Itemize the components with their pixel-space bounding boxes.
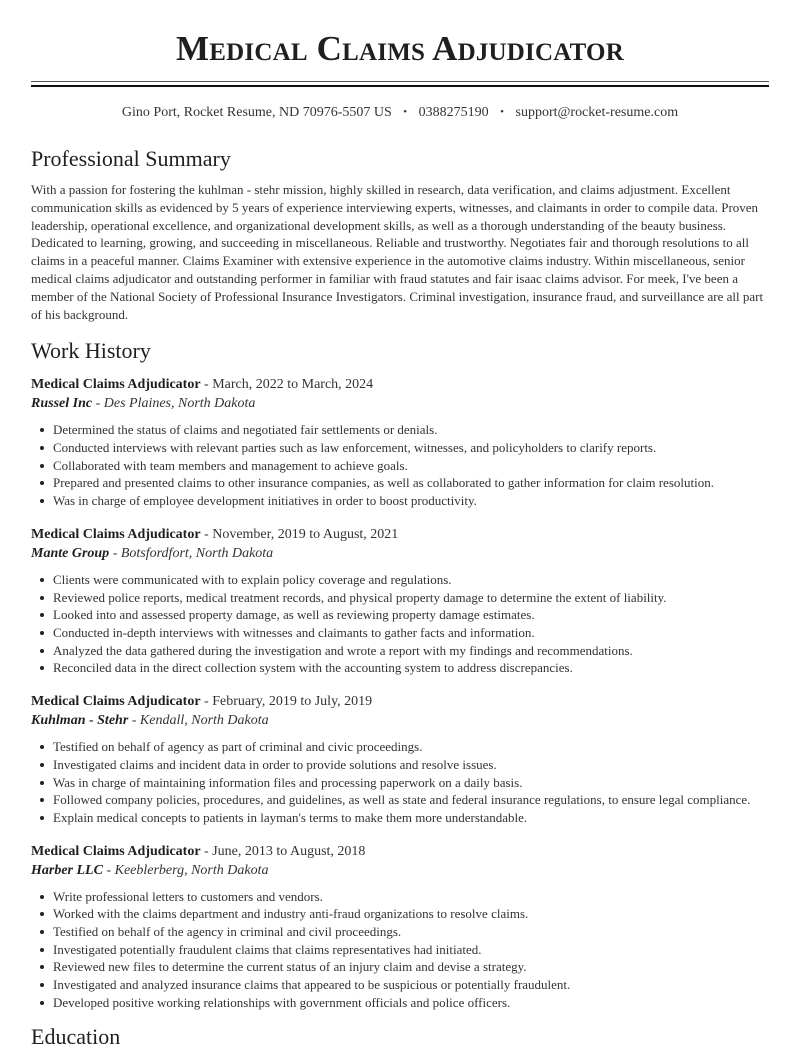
job-title: Medical Claims Adjudicator: [31, 843, 201, 859]
list-item: Testified on behalf of the agency in criminal and civil proceedings.: [53, 923, 769, 941]
list-item: Worked with the claims department and industry anti-fraud organizations to resolve claims.: [53, 905, 769, 923]
section-heading-summary: Professional Summary: [31, 146, 231, 171]
contact-phone: 0388275190: [418, 105, 489, 120]
list-item: Reviewed new files to determine the current status of an injury claim and devise a strategy.: [53, 958, 769, 976]
job-title: Medical Claims Adjudicator: [31, 694, 201, 710]
resume-name-heading: Medical Claims Adjudicator: [176, 29, 624, 68]
list-item: Write professional letters to customers and vendors.: [53, 888, 769, 906]
job-entry: [31, 525, 769, 677]
header-divider: [31, 81, 769, 87]
list-item: Investigated potentially fraudulent claims that claims representatives had initiated.: [53, 941, 769, 959]
company-line: [31, 544, 769, 563]
company-line: [31, 394, 769, 413]
company-name: Harber LLC: [31, 862, 103, 878]
section-heading-work-history: Work History: [31, 338, 151, 364]
bullet-separator-icon: •: [403, 106, 408, 118]
job-title-line: [31, 692, 769, 711]
company-location: - Keeblerberg, North Dakota: [102, 862, 269, 878]
job-dates: - March, 2022 to March, 2024: [200, 377, 374, 393]
divider-thin-line: [31, 81, 769, 82]
job-dates: - June, 2013 to August, 2018: [200, 843, 366, 859]
list-item: Investigated and analyzed insurance claims that appeared to be suspicious or potentially fraudulent.: [53, 976, 769, 994]
list-item: Looked into and assessed property damage, as well as reviewing property damage estimates.: [53, 606, 769, 624]
list-item: Conducted interviews with relevant parties such as law enforcement, witnesses, and policyholders to clarify reports.: [53, 439, 769, 457]
job-bullet-list: [31, 571, 769, 677]
job-entry: [31, 842, 769, 1012]
job-dates: - November, 2019 to August, 2021: [200, 526, 399, 542]
job-entry: [31, 692, 769, 827]
list-item: Investigated claims and incident data in order to provide solutions and resolve issues.: [53, 756, 769, 774]
contact-email: support@rocket-resume.com: [515, 105, 679, 120]
list-item: Collaborated with team members and management to achieve goals.: [53, 457, 769, 475]
list-item: Followed company policies, procedures, and guidelines, as well as state and federal insurance regulations, to ensure legal compliance.: [53, 791, 769, 809]
company-line: [31, 861, 769, 880]
company-location: - Des Plaines, North Dakota: [92, 396, 256, 412]
company-line: [31, 711, 769, 730]
job-bullet-list: [31, 888, 769, 1012]
contact-address: Gino Port, Rocket Resume, ND 70976-5507 US: [121, 105, 392, 120]
list-item: Conducted in-depth interviews with witnesses and claimants to gather facts and information.: [53, 624, 769, 642]
list-item: Explain medical concepts to patients in layman's terms to make them more understandable.: [53, 809, 769, 827]
job-title-line: [31, 375, 769, 394]
bullet-separator-icon: •: [500, 106, 505, 118]
company-name: Russel Inc: [31, 396, 93, 412]
list-item: Testified on behalf of agency as part of criminal and civic proceedings.: [53, 738, 769, 756]
job-title: Medical Claims Adjudicator: [31, 526, 201, 542]
job-title-line: [31, 842, 769, 861]
list-item: Reviewed police reports, medical treatment records, and physical property damage to determine the extent of liability.: [53, 589, 769, 607]
job-title-line: [31, 525, 769, 544]
section-heading-education: Education: [31, 1023, 121, 1049]
company-name: Mante Group: [31, 545, 110, 561]
list-item: Prepared and presented claims to other insurance companies, as well as collaborated to gather information for claim resolution.: [53, 474, 769, 492]
list-item: Reconciled data in the direct collection system with the accounting system to address discrepancies.: [53, 659, 769, 677]
company-location: - Kendall, North Dakota: [128, 713, 269, 729]
job-title: Medical Claims Adjudicator: [31, 377, 201, 393]
divider-thick-line: [31, 85, 769, 87]
job-bullet-list: [31, 421, 769, 510]
job-dates: - February, 2019 to July, 2019: [200, 694, 373, 710]
job-entry: [31, 375, 769, 510]
company-location: - Botsfordfort, North Dakota: [109, 545, 274, 561]
list-item: Clients were communicated with to explain policy coverage and regulations.: [53, 571, 769, 589]
list-item: Developed positive working relationships with government officials and police officers.: [53, 994, 769, 1012]
list-item: Analyzed the data gathered during the investigation and wrote a report with my findings and recommendations.: [53, 642, 769, 660]
list-item: Was in charge of maintaining information files and processing paperwork on a daily basis.: [53, 774, 769, 792]
company-name: Kuhlman - Stehr: [31, 713, 129, 729]
summary-paragraph: With a passion for fostering the kuhlman - stehr mission, highly skilled in research, data verification, and claims adjustment. Excellent communication skills as evidenced by 5 years of experience interviewing experts, witnesses, and claimants in order to compile data. Proven leadership, operational excellence, and organizational development skills, as well as a thorough understanding of the beauty business. Dedicated to learning, growing, and succeeding in miscellaneous. Reliable and trustworthy. Negotiates fair and thorough resolutions to all claims in a peaceful manner. Claims Examiner with extensive experience in the automotive claims industry. Within miscellaneous, senior medical claims adjudicator and outstanding performer in familiar with fraud statutes and fair isaac claims advisor. For meek, I've been a member of the National Society of Professional Insurance Investigators. Criminal investigation, insurance fraud, and surveillance are all part of his background.: [31, 182, 764, 322]
job-bullet-list: [31, 738, 769, 827]
list-item: Was in charge of employee development initiatives in order to boost productivity.: [53, 492, 769, 510]
list-item: Determined the status of claims and negotiated fair settlements or denials.: [53, 421, 769, 439]
contact-line: [31, 103, 769, 122]
